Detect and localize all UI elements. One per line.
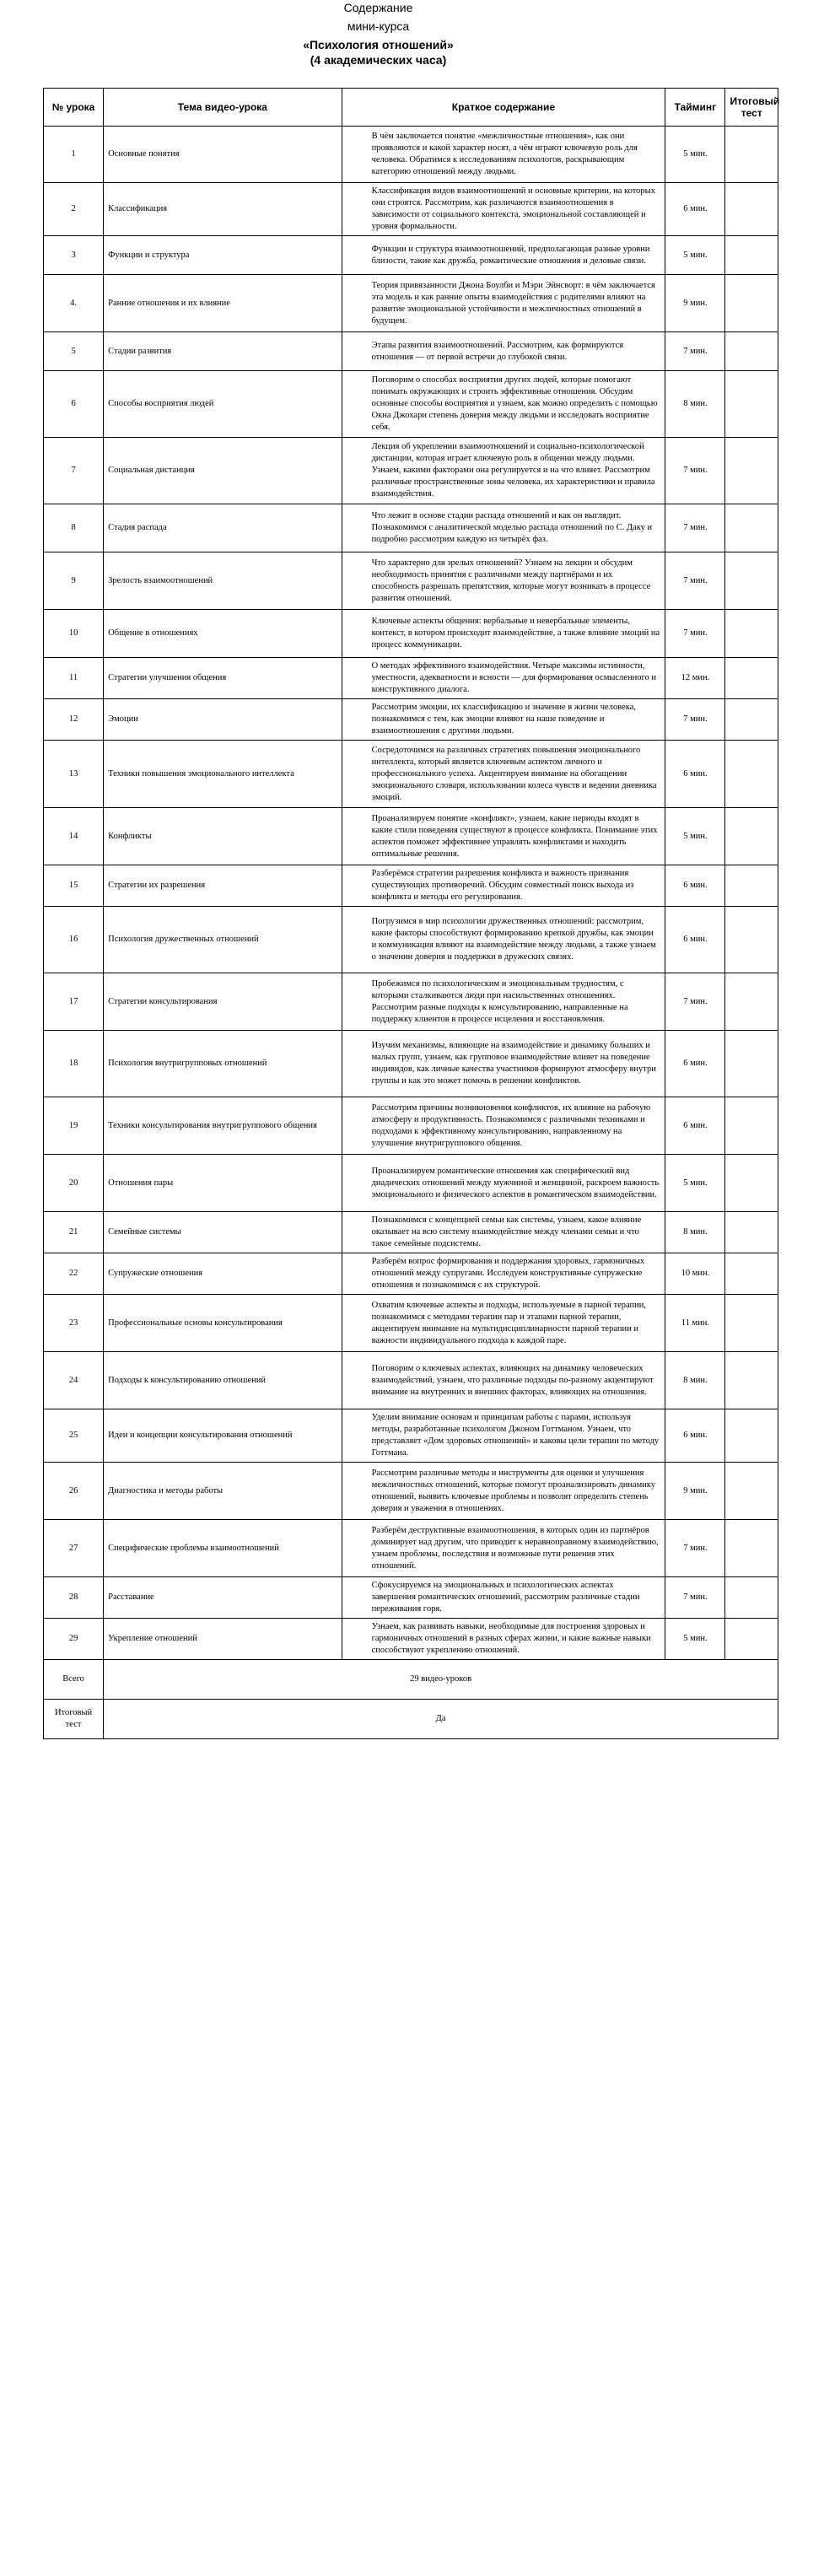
- lesson-number-cell: 17: [44, 973, 104, 1031]
- lesson-topic-cell: Подходы к консультированию отношений: [104, 1352, 342, 1409]
- lesson-timing-cell: 7 мин.: [665, 1577, 725, 1619]
- lesson-topic-cell: Конфликты: [104, 808, 342, 865]
- table-row: [44, 236, 778, 275]
- lesson-final-test-cell: [725, 1253, 778, 1295]
- lesson-number-cell: 22: [44, 1253, 104, 1295]
- lesson-topic-cell: Отношения пары: [104, 1155, 342, 1212]
- lesson-timing-cell: 8 мин.: [665, 1352, 725, 1409]
- table-row: [44, 1031, 778, 1097]
- lesson-timing-cell: 5 мин.: [665, 1619, 725, 1660]
- total-value: 29 видео-уроков: [104, 1660, 778, 1700]
- table-row: [44, 1577, 778, 1619]
- lesson-number-cell: 6: [44, 371, 104, 438]
- lesson-number-cell: 10: [44, 610, 104, 658]
- lesson-timing-cell: 5 мин.: [665, 127, 725, 183]
- lesson-number-cell: 28: [44, 1577, 104, 1619]
- table-row: [44, 907, 778, 973]
- lesson-final-test-cell: [725, 658, 778, 699]
- lesson-number-cell: 18: [44, 1031, 104, 1097]
- table-row: [44, 127, 778, 183]
- lesson-topic-cell: Профессиональные основы консультирования: [104, 1295, 342, 1352]
- lesson-timing-cell: 7 мин.: [665, 332, 725, 371]
- lesson-final-test-cell: [725, 1352, 778, 1409]
- lesson-topic-cell: Диагностика и методы работы: [104, 1463, 342, 1520]
- lesson-final-test-cell: [725, 1155, 778, 1212]
- header-line-hours: (4 академических часа): [310, 53, 447, 67]
- lesson-topic-cell: Социальная дистанция: [104, 438, 342, 504]
- lesson-final-test-cell: [725, 973, 778, 1031]
- table-row: [44, 504, 778, 552]
- lesson-timing-cell: 8 мин.: [665, 1212, 725, 1253]
- lesson-timing-cell: 10 мин.: [665, 1253, 725, 1295]
- lesson-summary-cell: Лекция об укреплении взаимоотношений и социально-психологической дистанции, которая играет ключевую роль в общении между людьми. Узнаем, какими факторами она регулируется и на что влияет. Рассмотрим различные пространственные зоны человека, их характеристики и правила взаимодействия.: [342, 438, 665, 504]
- table-row: [44, 610, 778, 658]
- lesson-final-test-cell: [725, 504, 778, 552]
- table-row: [44, 699, 778, 741]
- table-row: [44, 1253, 778, 1295]
- lesson-timing-cell: 7 мин.: [665, 504, 725, 552]
- lesson-final-test-cell: [725, 1409, 778, 1463]
- lesson-number-cell: 21: [44, 1212, 104, 1253]
- lesson-topic-cell: Стадия распада: [104, 504, 342, 552]
- lesson-final-test-cell: [725, 865, 778, 907]
- header-line-course-type: мини-курса: [347, 19, 410, 33]
- lesson-summary-cell: Рассмотрим эмоции, их классификацию и значение в жизни человека, познакомимся с тем, как эмоции влияют на наше поведение и взаимоотношения с другими людьми.: [342, 699, 665, 741]
- lesson-summary-cell: Поговорим о ключевых аспектах, влияющих на динамику человеческих взаимодействий, узнаем, что различные подходы по-разному акцентируют внимание на внутренних и внешних факторах, влияющих на отношения.: [342, 1352, 665, 1409]
- lesson-topic-cell: Ранние отношения и их влияние: [104, 275, 342, 332]
- lesson-final-test-cell: [725, 741, 778, 808]
- lesson-topic-cell: Расставание: [104, 1577, 342, 1619]
- lesson-timing-cell: 6 мин.: [665, 183, 725, 236]
- table-row: [44, 1520, 778, 1577]
- lesson-timing-cell: 6 мин.: [665, 907, 725, 973]
- table-row: [44, 1352, 778, 1409]
- lesson-summary-cell: Классификация видов взаимоотношений и основные критерии, на которых они строятся. Рассмотрим, как различаются взаимоотношения в зависимости от социального контекста, эмоциональной составляющей и уровня формальности.: [342, 183, 665, 236]
- final-test-label: Итоговый тест: [44, 1700, 104, 1739]
- lesson-timing-cell: 6 мин.: [665, 1409, 725, 1463]
- lesson-topic-cell: Укрепление отношений: [104, 1619, 342, 1660]
- table-header-row: [44, 89, 778, 127]
- lesson-final-test-cell: [725, 699, 778, 741]
- lesson-timing-cell: 6 мин.: [665, 1031, 725, 1097]
- col-header-topic: Тема видео-урока: [104, 89, 342, 127]
- final-test-value: Да: [104, 1700, 778, 1739]
- lesson-topic-cell: Техники повышения эмоционального интеллекта: [104, 741, 342, 808]
- lesson-number-cell: 26: [44, 1463, 104, 1520]
- lesson-topic-cell: Семейные системы: [104, 1212, 342, 1253]
- lesson-final-test-cell: [725, 808, 778, 865]
- lesson-summary-cell: О методах эффективного взаимодействия. Четыре максимы истинности, уместности, адекватности и ясности — для формирования осмысленного и конструктивного диалога.: [342, 658, 665, 699]
- lesson-summary-cell: Разберёмся стратегии разрешения конфликта и важность признания существующих противоречий. Обсудим совместный поиск выхода из конфликта и методы его регулирования.: [342, 865, 665, 907]
- lesson-final-test-cell: [725, 371, 778, 438]
- lesson-timing-cell: 6 мин.: [665, 741, 725, 808]
- total-label: Всего: [44, 1660, 104, 1700]
- lesson-number-cell: 24: [44, 1352, 104, 1409]
- table-row: [44, 183, 778, 236]
- lesson-summary-cell: Что характерно для зрелых отношений? Узнаем на лекции и обсудим необходимость принятия с различными между партнёрами и их способность разрешать препятствия, которые могут возникать в процессе развития отношений.: [342, 552, 665, 610]
- lesson-final-test-cell: [725, 236, 778, 275]
- lesson-summary-cell: Погрузимся в мир психологии дружественных отношений: рассмотрим, какие факторы способствуют формированию крепкой дружбы, как эмоции и коммуникация влияют на взаимодействие между людьми, а также узнаем о значении доверия и поддержки в дружеских связях.: [342, 907, 665, 973]
- lesson-summary-cell: Рассмотрим различные методы и инструменты для оценки и улучшения межличностных отношений, которые помогут проанализировать динамику отношений, выявить ключевые проблемы и позволят определить степень доверия и уважения в отношениях.: [342, 1463, 665, 1520]
- lesson-summary-cell: Разберём вопрос формирования и поддержания здоровых, гармоничных отношений между супругами. Исследуем конструктивные супружеские отношения и познакомимся с их структурой.: [342, 1253, 665, 1295]
- table-row: [44, 741, 778, 808]
- lesson-timing-cell: 9 мин.: [665, 1463, 725, 1520]
- table-row: [44, 1619, 778, 1660]
- lesson-final-test-cell: [725, 438, 778, 504]
- lesson-topic-cell: Стратегии их разрешения: [104, 865, 342, 907]
- lesson-final-test-cell: [725, 1212, 778, 1253]
- lesson-summary-cell: Узнаем, как развивать навыки, необходимые для построения здоровых и гармоничных отношений в разных сферах жизни, и какие важные навыки способствуют укреплению отношений.: [342, 1619, 665, 1660]
- lesson-number-cell: 27: [44, 1520, 104, 1577]
- lesson-summary-cell: Уделим внимание основам и принципам работы с парами, используя методы, разработанные психологом Джоном Готтманом. Узнаем, что представляет «Дом здоровых отношений» и каковы цели терапии по методу Готтмана.: [342, 1409, 665, 1463]
- lesson-final-test-cell: [725, 1463, 778, 1520]
- lesson-number-cell: 1: [44, 127, 104, 183]
- lesson-summary-cell: Проанализируем понятие «конфликт», узнаем, какие периоды входят в какие стили поведения существуют в процессе конфликта. Понимание этих аспектов поможет эффективнее управлять конфликтами и находить оптимальные решения.: [342, 808, 665, 865]
- lesson-number-cell: 23: [44, 1295, 104, 1352]
- table-row: [44, 865, 778, 907]
- header-line-course-title: «Психология отношений»: [303, 38, 454, 51]
- lesson-summary-cell: Этапы развития взаимоотношений. Рассмотрим, как формируются отношения — от первой встречи до глубокой связи.: [342, 332, 665, 371]
- lesson-topic-cell: Психология внутригрупповых отношений: [104, 1031, 342, 1097]
- table-row: [44, 808, 778, 865]
- table-row: [44, 1295, 778, 1352]
- lesson-number-cell: 5: [44, 332, 104, 371]
- lesson-topic-cell: Стратегии улучшения общения: [104, 658, 342, 699]
- lesson-final-test-cell: [725, 127, 778, 183]
- lesson-timing-cell: 8 мин.: [665, 371, 725, 438]
- lesson-topic-cell: Стратегии консультирования: [104, 973, 342, 1031]
- lesson-final-test-cell: [725, 1520, 778, 1577]
- lesson-timing-cell: 7 мин.: [665, 1520, 725, 1577]
- lesson-timing-cell: 11 мин.: [665, 1295, 725, 1352]
- table-row: [44, 371, 778, 438]
- lesson-final-test-cell: [725, 552, 778, 610]
- table-row: [44, 275, 778, 332]
- lesson-number-cell: 8: [44, 504, 104, 552]
- lesson-final-test-cell: [725, 907, 778, 973]
- lesson-number-cell: 14: [44, 808, 104, 865]
- lesson-topic-cell: Техники консультирования внутригруппового общения: [104, 1097, 342, 1155]
- lesson-summary-cell: В чём заключается понятие «межличностные отношения», как они проявляются и какой характер носят, а чём играют ключевую роль для человека. Обратимся к исследованиям психологов, раскрывающим категорию отношений между людьми.: [342, 127, 665, 183]
- course-contents-table: [43, 88, 778, 1739]
- col-header-summary: Краткое содержание: [342, 89, 665, 127]
- header-line-contents: Содержание: [343, 1, 413, 14]
- lesson-topic-cell: Идеи и концепции консультирования отношений: [104, 1409, 342, 1463]
- table-row: [44, 658, 778, 699]
- lesson-topic-cell: Функции и структура: [104, 236, 342, 275]
- lesson-number-cell: 25: [44, 1409, 104, 1463]
- lesson-topic-cell: Эмоции: [104, 699, 342, 741]
- lesson-summary-cell: Разберём деструктивные взаимоотношения, в которых один из партнёров доминирует над другим, что приводит к неравноправному взаимодействию, узнаем проблемы, последствия и возможные пути решения этих отношений.: [342, 1520, 665, 1577]
- col-header-timing: Тайминг: [665, 89, 725, 127]
- lesson-number-cell: 11: [44, 658, 104, 699]
- lesson-final-test-cell: [725, 1619, 778, 1660]
- lesson-number-cell: 7: [44, 438, 104, 504]
- lesson-number-cell: 29: [44, 1619, 104, 1660]
- lesson-timing-cell: 12 мин.: [665, 658, 725, 699]
- lesson-timing-cell: 6 мин.: [665, 1097, 725, 1155]
- table-row: [44, 438, 778, 504]
- lesson-number-cell: 2: [44, 183, 104, 236]
- lesson-number-cell: 12: [44, 699, 104, 741]
- col-header-lesson-number: № урока: [44, 89, 104, 127]
- lesson-number-cell: 4.: [44, 275, 104, 332]
- lesson-timing-cell: 7 мин.: [665, 699, 725, 741]
- lesson-number-cell: 3: [44, 236, 104, 275]
- col-header-final-test: Итоговый тест: [725, 89, 778, 127]
- lesson-timing-cell: 5 мин.: [665, 236, 725, 275]
- lesson-summary-cell: Проанализируем романтические отношения как специфический вид диадических отношений между мужчиной и женщиной, раскроем важность эмоционального и физического аспектов в романтическом взаимодействии.: [342, 1155, 665, 1212]
- lesson-summary-cell: Изучим механизмы, влияющие на взаимодействие и динамику больших и малых групп, узнаем, как групповое взаимодействие влияет на поведение индивидов, как личные качества участников формируют атмосферу внутри группы и как это может помочь в решении конфликтов.: [342, 1031, 665, 1097]
- lesson-timing-cell: 5 мин.: [665, 1155, 725, 1212]
- table-row: [44, 1463, 778, 1520]
- lesson-topic-cell: Общение в отношениях: [104, 610, 342, 658]
- lesson-topic-cell: Стадии развития: [104, 332, 342, 371]
- lesson-summary-cell: Сфокусируемся на эмоциональных и психологических аспектах завершения романтических отношений, рассмотрим различные стадии переживания горя.: [342, 1577, 665, 1619]
- lesson-final-test-cell: [725, 1031, 778, 1097]
- lesson-number-cell: 9: [44, 552, 104, 610]
- lesson-number-cell: 16: [44, 907, 104, 973]
- final-test-row: [44, 1700, 778, 1739]
- lesson-number-cell: 19: [44, 1097, 104, 1155]
- lesson-summary-cell: Теория привязанности Джона Боулби и Мэри Эйнсворт: в чём заключается эта модель и как ранние опыты взаимодействия с родителями влияют на развитие эмоциональной устойчивости и межличностных отношений в будущем.: [342, 275, 665, 332]
- lesson-timing-cell: 7 мин.: [665, 552, 725, 610]
- lesson-timing-cell: 6 мин.: [665, 865, 725, 907]
- lesson-summary-cell: Ключевые аспекты общения: вербальные и невербальные элементы, контекст, в котором происходит взаимодействие, а также влияние эмоций на процесс коммуникации.: [342, 610, 665, 658]
- lesson-topic-cell: Психология дружественных отношений: [104, 907, 342, 973]
- lesson-timing-cell: 7 мин.: [665, 438, 725, 504]
- lesson-summary-cell: Поговорим о способах восприятия других людей, которые помогают понимать окружающих и строить эффективные отношения. Обсудим основные способы восприятия и узнаем, как можно определить с помощью Окна Джохари степень доверия между людьми и исследовать восприятие себя.: [342, 371, 665, 438]
- lesson-summary-cell: Функции и структура взаимоотношений, предполагающая разные уровни близости, такие как дружба, романтические отношения и деловые связи.: [342, 236, 665, 275]
- lesson-final-test-cell: [725, 183, 778, 236]
- lesson-final-test-cell: [725, 275, 778, 332]
- lesson-timing-cell: 7 мин.: [665, 610, 725, 658]
- lesson-number-cell: 15: [44, 865, 104, 907]
- lesson-summary-cell: Сосредоточимся на различных стратегиях повышения эмоционального интеллекта, который является ключевым аспектом личного и профессионального успеха. Акцентируем внимание на обогащении эмоционального словаря, использовании колеса чувств и ведении дневника эмоций.: [342, 741, 665, 808]
- lesson-final-test-cell: [725, 1295, 778, 1352]
- lesson-number-cell: 20: [44, 1155, 104, 1212]
- lesson-topic-cell: Супружеские отношения: [104, 1253, 342, 1295]
- lesson-timing-cell: 7 мин.: [665, 973, 725, 1031]
- table-row: [44, 1097, 778, 1155]
- lesson-summary-cell: Охватим ключевые аспекты и подходы, используемые в парной терапии, познакомимся с методами терапии пар и этапами парной терапии, акцентируем внимание на мультидисциплинарности парной терапии и важности индивидуального подхода к каждой паре.: [342, 1295, 665, 1352]
- lesson-timing-cell: 9 мин.: [665, 275, 725, 332]
- table-row: [44, 1155, 778, 1212]
- lesson-topic-cell: Зрелость взаимоотношений: [104, 552, 342, 610]
- table-row: [44, 973, 778, 1031]
- lesson-summary-cell: Что лежит в основе стадии распада отношений и как он выглядит. Познакомимся с аналитической моделью распада отношений по С. Даку и подробно рассмотрим каждую из четырёх фаз.: [342, 504, 665, 552]
- table-row: [44, 1212, 778, 1253]
- lesson-timing-cell: 5 мин.: [665, 808, 725, 865]
- lesson-final-test-cell: [725, 610, 778, 658]
- table-row: [44, 1409, 778, 1463]
- lesson-final-test-cell: [725, 332, 778, 371]
- lesson-summary-cell: Рассмотрим причины возникновения конфликтов, их влияние на рабочую атмосферу и продуктивность. Познакомимся с различными техниками и подходами к эффективному консультированию, направленному на улучшение внутригруппового общения.: [342, 1097, 665, 1155]
- lesson-final-test-cell: [725, 1577, 778, 1619]
- table-row: [44, 552, 778, 610]
- table-row: [44, 332, 778, 371]
- lesson-topic-cell: Основные понятия: [104, 127, 342, 183]
- table-body: [44, 127, 778, 1660]
- lesson-topic-cell: Классификация: [104, 183, 342, 236]
- lesson-topic-cell: Способы восприятия людей: [104, 371, 342, 438]
- lesson-number-cell: 13: [44, 741, 104, 808]
- lesson-summary-cell: Познакомимся с концепцией семьи как системы, узнаем, какое влияние оказывает на всю систему взаимодействие между членами семьи и что такое семейные подсистемы.: [342, 1212, 665, 1253]
- total-row: [44, 1660, 778, 1700]
- lesson-final-test-cell: [725, 1097, 778, 1155]
- lesson-summary-cell: Пробежимся по психологическим и эмоциональным трудностям, с которыми сталкиваются люди при насильственных отношениях. Рассмотрим разные подходы к консультированию, направленные на поддержку клиентов в процессе исцеления и восстановления.: [342, 973, 665, 1031]
- lesson-topic-cell: Специфические проблемы взаимоотношений: [104, 1520, 342, 1577]
